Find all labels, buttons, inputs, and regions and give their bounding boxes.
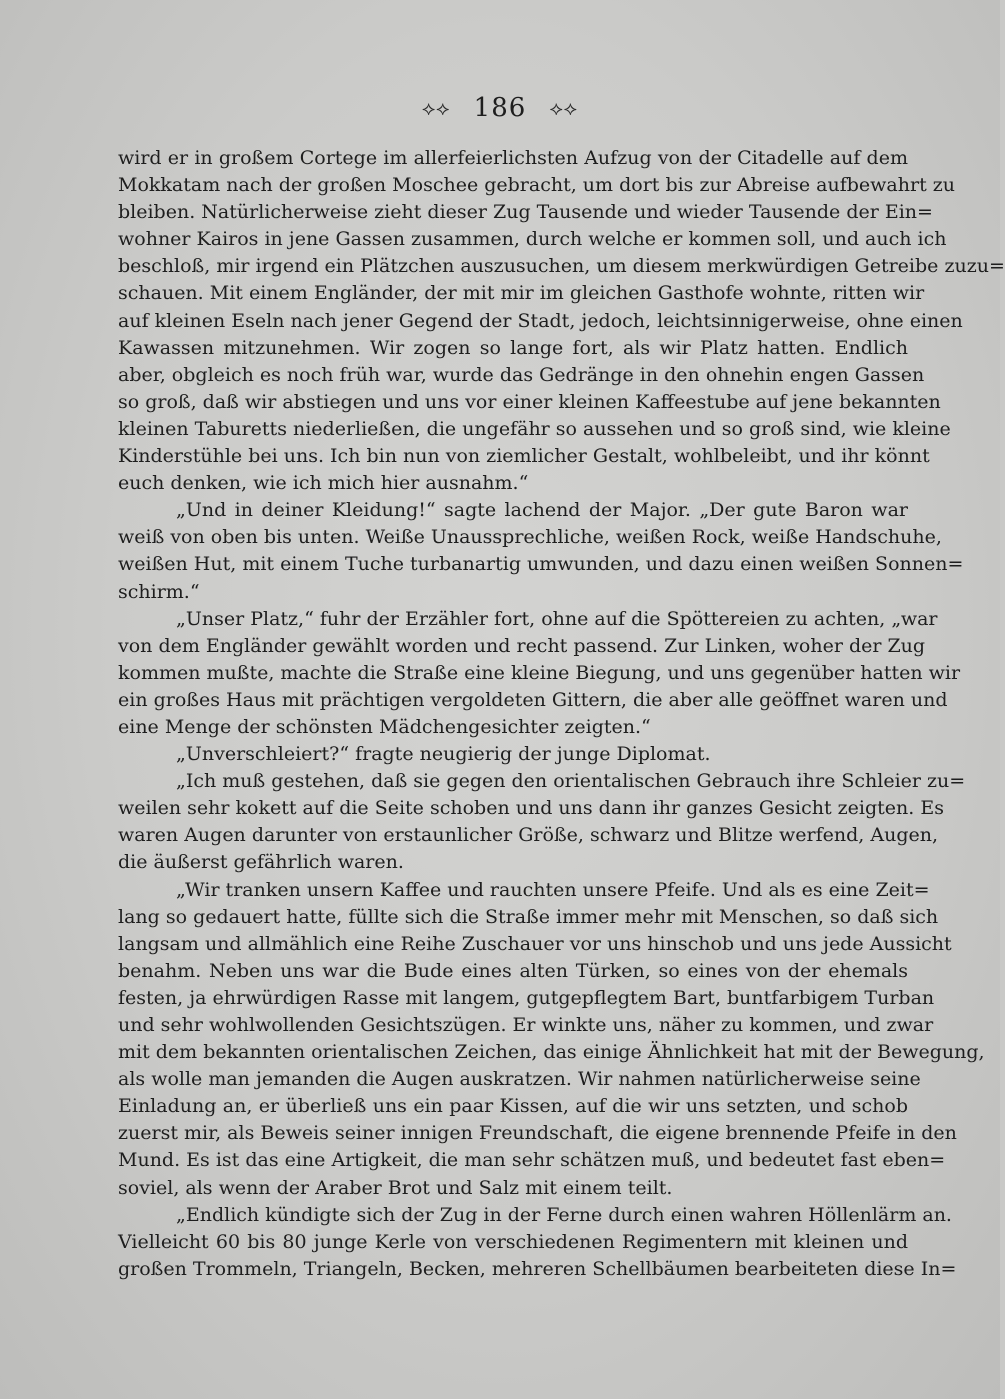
text-line: Mund. Es ist das eine Artigkeit, die man sehr schätzen muß, und bedeutet fast eben= bbox=[118, 1149, 946, 1172]
text-line: schauen. Mit einem Engländer, der mit mir im gleichen Gasthofe wohnte, ritten wir bbox=[118, 282, 925, 305]
text-line: „Endlich kündigte sich der Zug in der Ferne durch einen wahren Höllenlärm an. bbox=[176, 1203, 952, 1226]
text-line: als wolle man jemanden die Augen auskratzen. Wir nahmen natürlicherweise seine bbox=[118, 1068, 921, 1091]
text-line: soviel, als wenn der Araber Brot und Salz mit einem teilt. bbox=[118, 1176, 673, 1199]
text-line: kleinen Taburetts niederließen, die ungefähr so aussehen und so groß sind, wie kleine bbox=[118, 417, 951, 440]
ornament-left-icon: ⟡⟡ bbox=[421, 96, 451, 120]
text-line: schirm.“ bbox=[118, 580, 200, 603]
text-line: kommen mußte, machte die Straße eine kleine Biegung, und uns gegenüber hatten wir bbox=[118, 661, 961, 684]
text-line: die äußerst gefährlich waren. bbox=[118, 851, 404, 874]
text-line: „Wir tranken unsern Kaffee und rauchten unsere Pfeife. Und als es eine Zeit= bbox=[176, 878, 930, 901]
text-line: Vielleicht 60 bis 80 junge Kerle von verschiedenen Regimentern mit kleinen und bbox=[118, 1230, 908, 1253]
page-number: 186 bbox=[473, 93, 527, 123]
text-line: „Und in deiner Kleidung!“ sagte lachend der Major. „Der gute Baron war bbox=[176, 499, 908, 522]
text-line: Kawassen mitzunehmen. Wir zogen so lange fort, als wir Platz hatten. Endlich bbox=[118, 336, 908, 359]
text-line: „Unser Platz,“ fuhr der Erzähler fort, ohne auf die Spöttereien zu achten, „war bbox=[176, 607, 938, 630]
text-line: benahm. Neben uns war die Bude eines alten Türken, so eines von der ehemals bbox=[118, 959, 908, 982]
text-line: weißen Hut, mit einem Tuche turbanartig umwunden, und dazu einen weißen Sonnen= bbox=[118, 553, 964, 576]
text-line: eine Menge der schönsten Mädchengesichter zeigten.“ bbox=[118, 715, 651, 738]
text-line: beschloß, mir irgend ein Plätzchen auszusuchen, um diesem merkwürdigen Getreibe zuzu= bbox=[118, 255, 1005, 278]
body-text bbox=[118, 145, 1005, 1283]
text-line: wird er in großem Cortege im allerfeierlichsten Aufzug von der Citadelle auf dem bbox=[118, 147, 908, 169]
text-line: „Ich muß gestehen, daß sie gegen den orientalischen Gebrauch ihre Schleier zu= bbox=[176, 770, 966, 793]
text-line: und sehr wohlwollenden Gesichtszügen. Er winkte uns, näher zu kommen, und zwar bbox=[118, 1014, 934, 1036]
text-line: bleiben. Natürlicherweise zieht dieser Zug Tausende und wieder Tausende der Ein= bbox=[118, 201, 933, 224]
page-header bbox=[0, 92, 1000, 123]
text-line: waren Augen darunter von erstaunlicher Größe, schwarz und Blitze werfend, Augen, bbox=[118, 824, 939, 847]
text-line: langsam und allmählich eine Reihe Zuschauer vor uns hinschob und uns jede Aussicht bbox=[118, 932, 952, 955]
text-line: auf kleinen Eseln nach jener Gegend der Stadt, jedoch, leichtsinnigerweise, ohne einen bbox=[118, 309, 963, 332]
text-line: weilen sehr kokett auf die Seite schoben und uns dann ihr ganzes Gesicht zeigten. Es bbox=[118, 797, 944, 820]
ornament-right-icon: ⟡⟡ bbox=[549, 96, 579, 120]
text-line: aber, obgleich es noch früh war, wurde das Gedränge in den ohnehin engen Gassen bbox=[118, 363, 925, 386]
text-line: von dem Engländer gewählt worden und recht passend. Zur Linken, woher der Zug bbox=[118, 634, 926, 657]
text-line: zuerst mir, als Beweis seiner innigen Freundschaft, die eigene brennende Pfeife in den bbox=[118, 1122, 957, 1145]
text-line: festen, ja ehrwürdigen Rasse mit langem, gutgepflegtem Bart, buntfarbigem Turban bbox=[118, 986, 935, 1009]
text-line: ein großes Haus mit prächtigen vergoldeten Gittern, die aber alle geöffnet waren und bbox=[118, 688, 948, 711]
text-line: lang so gedauert hatte, füllte sich die Straße immer mehr mit Menschen, so daß sich bbox=[118, 905, 939, 928]
text-line: mit dem bekannten orientalischen Zeichen, das einige Ähnlichkeit hat mit der Bewegung, bbox=[118, 1041, 985, 1064]
text-line: Mokkatam nach der großen Moschee gebracht, um dort bis zur Abreise aufbewahrt zu bbox=[118, 174, 956, 197]
text-line: Kinderstühle bei uns. Ich bin nun von ziemlicher Gestalt, wohlbeleibt, und ihr könnt bbox=[118, 445, 930, 468]
text-line: so groß, daß wir abstiegen und uns vor einer kleinen Kaffeestube auf jene bekannten bbox=[118, 390, 941, 413]
text-line: Einladung an, er überließ uns ein paar Kissen, auf die wir uns setzten, und schob bbox=[118, 1095, 908, 1118]
text-line: weiß von oben bis unten. Weiße Unaussprechliche, weißen Rock, weiße Handschuhe, bbox=[118, 526, 942, 549]
text-line: „Unverschleiert?“ fragte neugierig der junge Diplomat. bbox=[176, 743, 711, 766]
text-line: euch denken, wie ich mich hier ausnahm.“ bbox=[118, 472, 529, 495]
text-line: wohner Kairos in jene Gassen zusammen, durch welche er kommen soll, und auch ich bbox=[118, 228, 947, 251]
text-line: großen Trommeln, Triangeln, Becken, mehreren Schellbäumen bearbeiteten diese In= bbox=[118, 1257, 957, 1280]
